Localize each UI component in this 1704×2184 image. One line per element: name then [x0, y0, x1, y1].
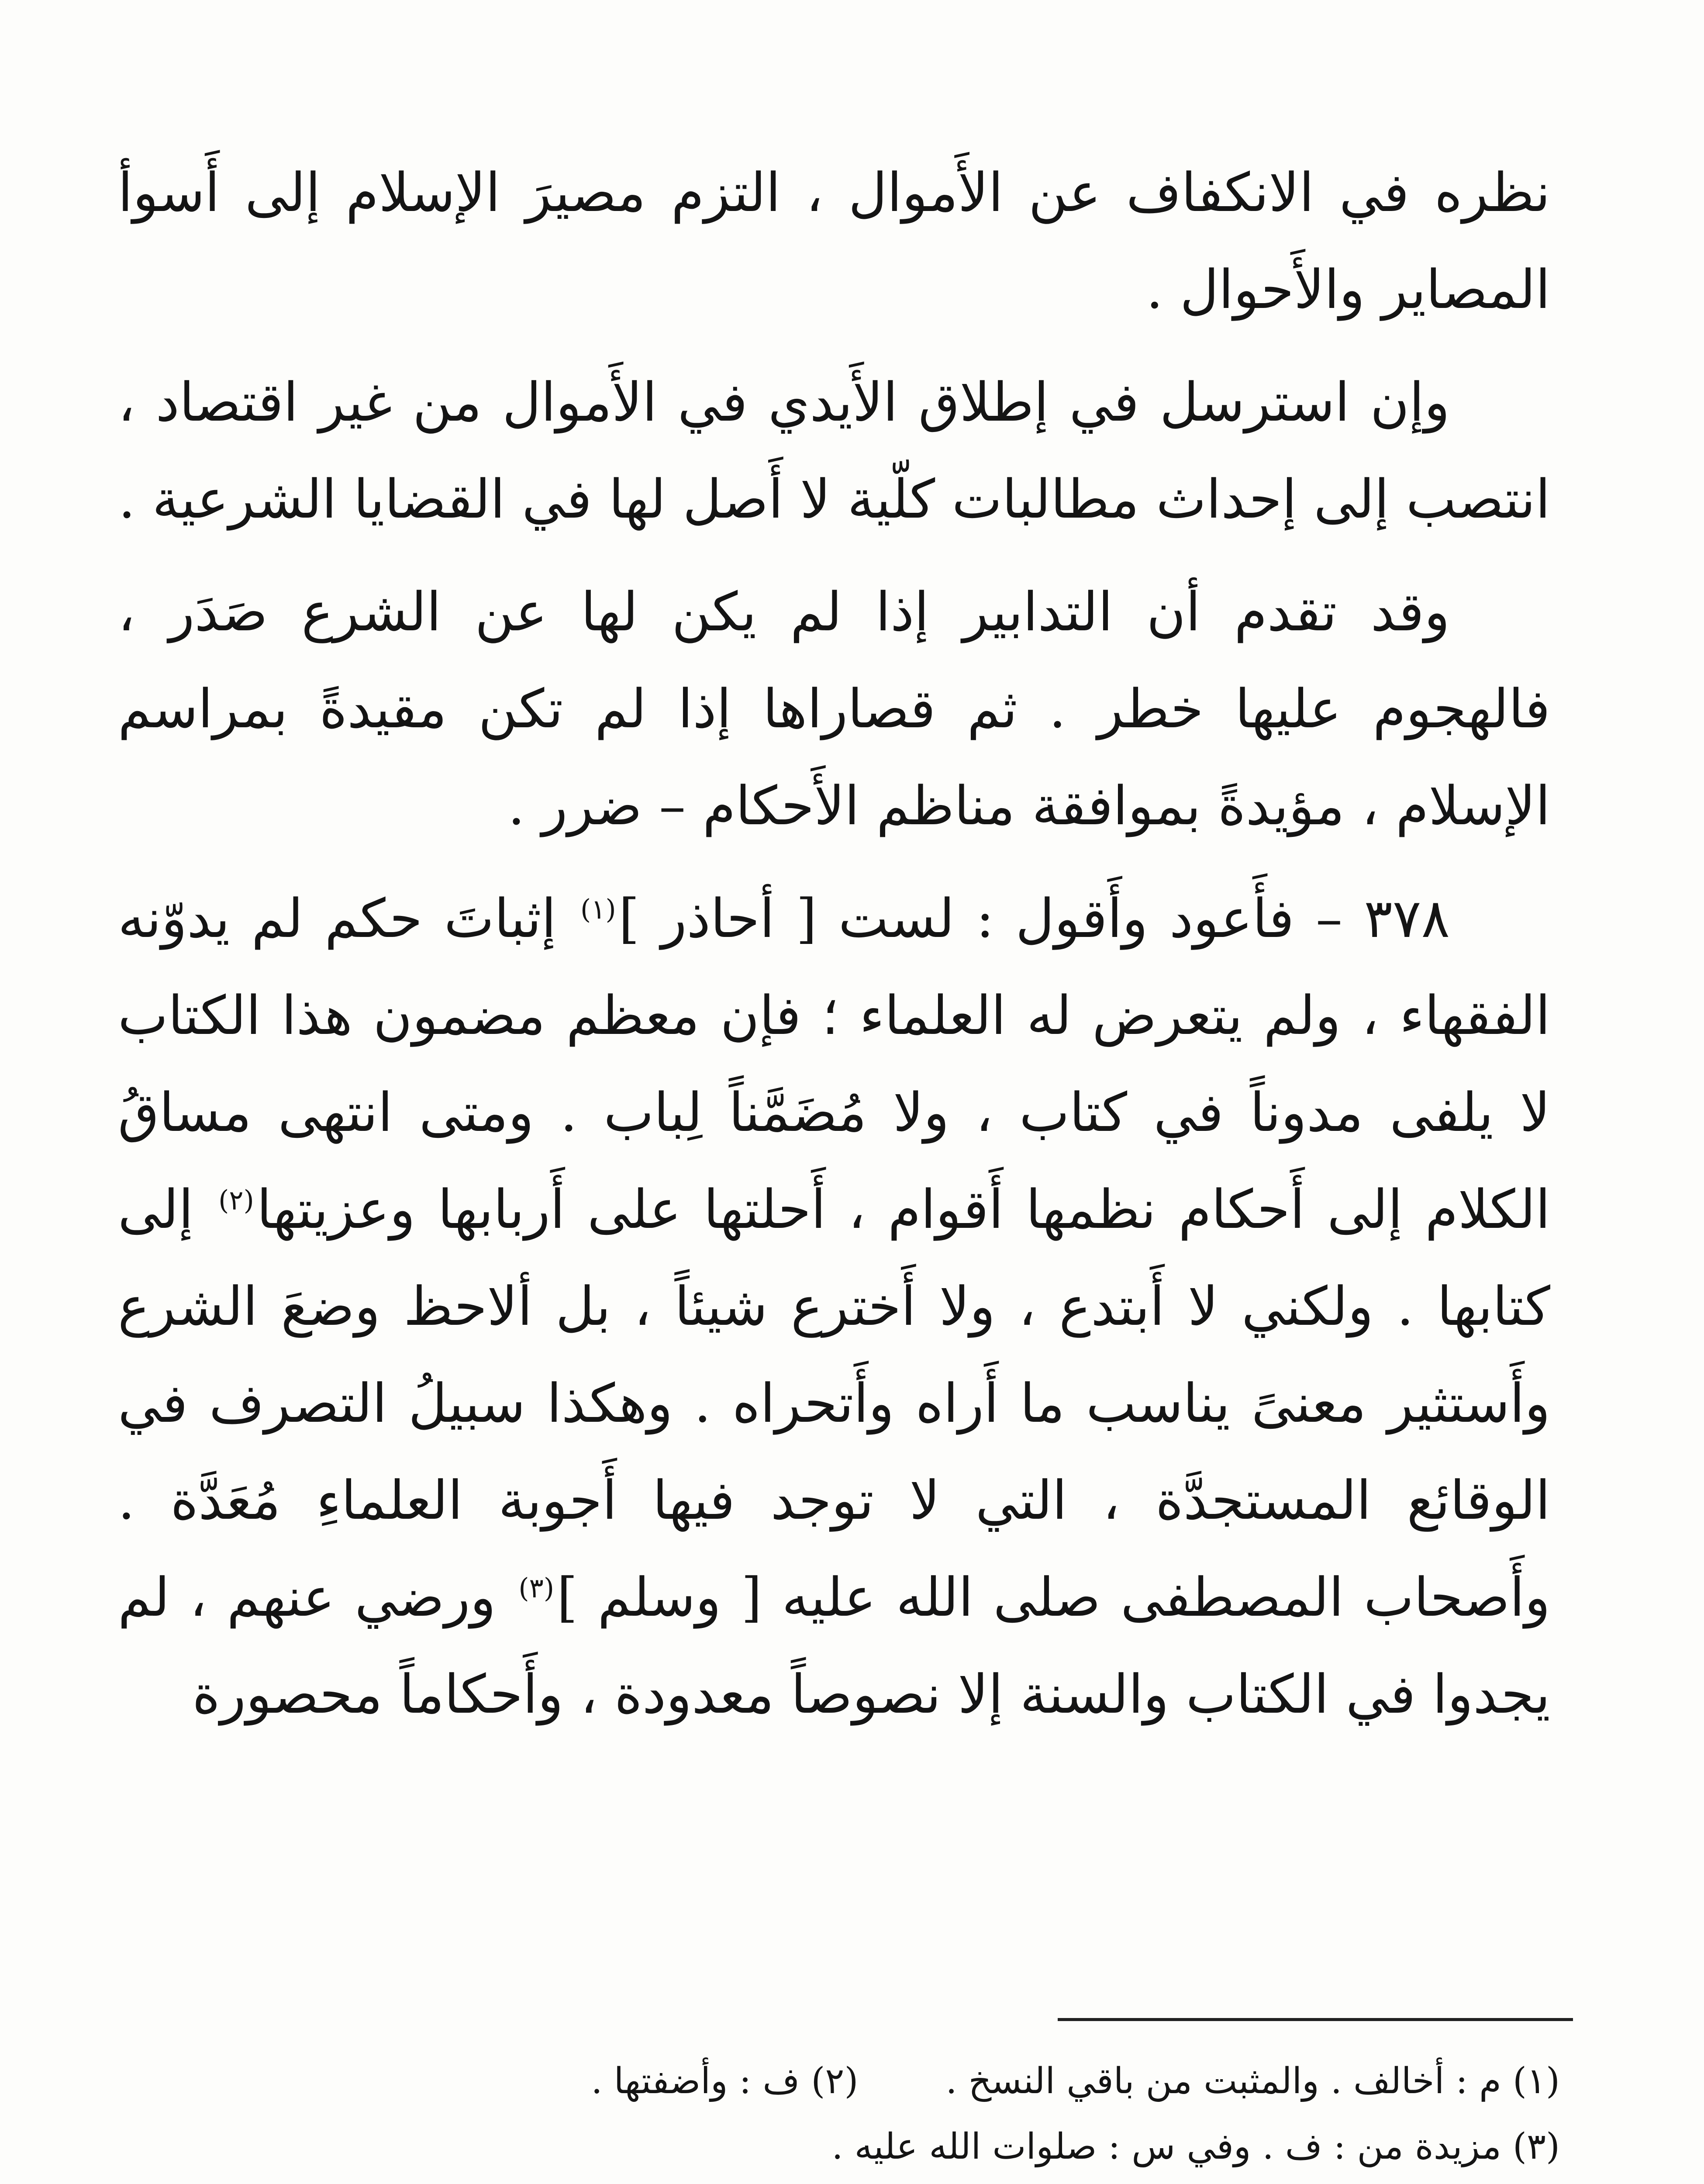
footnotes-line-1 [162, 2049, 1560, 2114]
section-378-text-3: إلى كتابها . ولكني لا أَبتدع ، ولا أَخترع شيئاً ، بل ألاحظ وضعَ الشرع وأَستثير معنىً يناسب ما أَراه وأَتحراه . وهكذا سبيلُ التصرف في الوقائع المستجدَّة ، التي لا توجد فيها أَجوبة العلماءِ مُعَدَّة . وأَصحاب المصطفى صلى الله عليه [ وسلم ] [118, 1178, 1550, 1628]
paragraph-1: نظره في الانكفاف عن الأَموال ، التزم مصيرَ الإسلام إلى أَسوأ المصاير والأَحوال . [118, 162, 1550, 321]
footnote-ref-3: (٣) [518, 1572, 555, 1604]
paragraph-2: وإن استرسل في إطلاق الأَيدي في الأَموال من غير اقتصاد ، انتصب إلى إحداث مطالبات كلّية لا أَصل لها في القضايا الشرعية . [118, 371, 1550, 530]
footnote-2: (٢) ف : وأضفتها . [591, 2060, 859, 2102]
section-378-text-1: ٣٧٨ – فأَعود وأَقول : لست [ أحاذر ] [618, 888, 1450, 950]
section-378-text-4: ورضي عنهم ، لم يجدوا في الكتاب والسنة إلا نصوصاً معدودة ، وأَحكاماً محصورة [118, 1566, 1550, 1725]
footnotes-line-2 [162, 2114, 1560, 2180]
paragraph-3: وقد تقدم أن التدابير إذا لم يكن لها عن الشرع صَدَر ، فالهجوم عليها خطر . ثم قصاراها إذا لم تكن مقيدةً بمراسم الإسلام ، مؤيدةً بموافقة مناظم الأَحكام – ضرر . [118, 581, 1550, 837]
footnote-1: (١) م : أخالف . والمثبت من باقي النسخ . [945, 2060, 1560, 2102]
section-378-text-2: إثباتَ حكم لم يدوّنه الفقهاء ، ولم يتعرض له العلماء ؛ فإن معظم مضمون هذا الكتاب لا يلفى مدوناً في كتاب ، ولا مُضَمَّناً لِباب . ومتى انتهى مساقُ الكلام إلى أَحكام نظمها أَقوام ، أَحلتها على أَربابها وعزيتها [118, 888, 1550, 1241]
footnote-ref-2: (٢) [218, 1184, 254, 1216]
footnote-ref-1: (١) [580, 893, 616, 926]
main-text [118, 144, 1550, 1743]
footnotes [162, 2049, 1560, 2180]
footnote-divider [1058, 2018, 1573, 2021]
footnote-3: (٣) مزيدة من : ف . وفي س : صلوات الله عليه . [831, 2126, 1560, 2167]
paragraph-378 [118, 870, 1550, 1743]
